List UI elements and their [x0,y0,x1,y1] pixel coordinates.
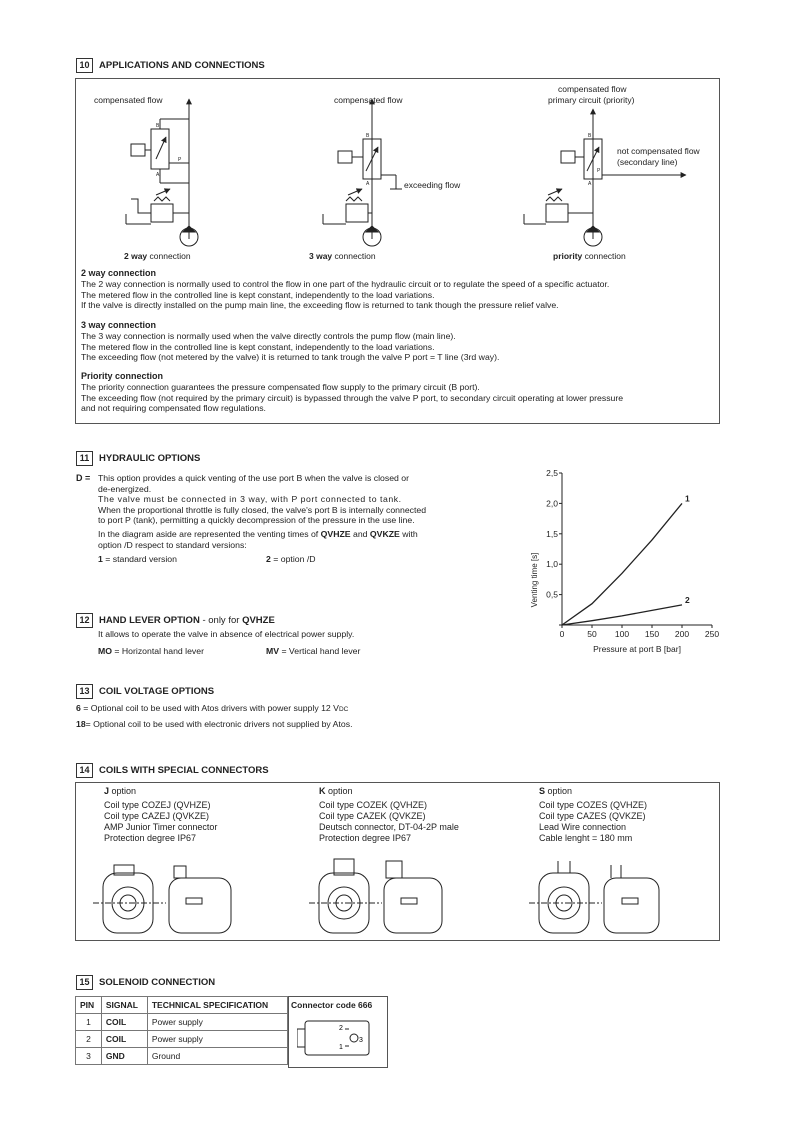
three-way-diagram [323,99,402,246]
j-option-block: J option Coil type COZEJ (QVHZE) Coil type CAZEJ (QVKZE) AMP Junior Timer connector Protection degree IP67 [104,786,218,843]
section-title: APPLICATIONS AND CONNECTIONS [99,59,265,71]
option-legend: 1 = standard version 2 = option /D [98,554,316,565]
chart-x-tick-label: 200 [674,629,690,639]
section-10-heading [76,58,265,73]
port-b-label: B [156,123,160,129]
table-row: 2 COIL Power supply [76,1031,288,1048]
priority-title: Priority connection [81,371,164,381]
text-line: de-energized. [98,483,152,494]
priority-line: The priority connection guarantees the pressure compensated flow supply to the primary circuit (B port). [81,381,480,392]
table-row: 3 GND Ground [76,1048,288,1065]
chart-y-tick-label: 1,0 [546,559,558,570]
applications-box [75,78,720,424]
chart-x-tick-label: 50 [587,629,597,639]
chart-y-tick-label: 2,5 [546,468,558,478]
svg-text:2: 2 [339,1025,343,1032]
chart-series-label-1: 1 [685,493,690,504]
two-way-text-block [81,268,717,311]
section-14-heading [76,763,269,778]
two-way-line: The 2 way connection is normally used to control the flow in one part of the hydraulic circuit or to regulate the speed of a specific actuator. [81,278,610,289]
section-11-heading [76,451,200,466]
connector-box [288,996,388,1068]
three-way-line: The 3 way connection is normally used when the valve directly controls the pump flow (main line). [81,330,456,341]
d3-top-label-1: compensated flow [558,84,627,94]
two-way-title: 2 way connection [81,268,157,278]
section-title: HAND LEVER OPTION [99,614,200,626]
section-number: 12 [76,613,93,628]
three-way-text-block [81,320,717,363]
two-way-caption: 2 way connection [124,251,191,261]
section-number: 13 [76,684,93,699]
d3-top-label-2: primary circuit (priority) [548,95,635,105]
port-a-label: A [588,181,592,187]
table-header-row [76,997,288,1014]
hand-lever-text: It allows to operate the valve in absence of electrical power supply. [98,629,355,639]
solenoid-connection-table [75,996,288,1065]
port-a-label: A [156,172,160,178]
coil-connectors-box [75,782,720,941]
chart-series-line-1 [562,503,682,625]
section-number: 11 [76,451,93,466]
three-way-line: The exceeding flow (not metered by the valve) it is returned to tank trough the valve P port = T line (3rd way). [81,352,500,363]
text-line: option /D respect to standard versions: [98,539,247,550]
svg-text:1: 1 [339,1044,343,1051]
three-way-line: The metered flow in the controlled line is kept constant, independently to the load variations. [81,341,435,352]
chart-y-axis-label: Venting time [s] [530,552,539,608]
column-header: SIGNAL [101,997,147,1014]
option-d-text [98,473,478,565]
port-a-label: A [366,181,370,187]
d2-top-label: compensated flow [334,95,403,105]
mv-option: MV = Vertical hand lever [266,646,361,656]
section-13-heading [76,684,214,699]
section-title: SOLENOID CONNECTION [99,976,216,988]
priority-diagram [524,109,686,246]
section-title: HYDRAULIC OPTIONS [99,452,201,464]
text-line: When the proportional throttle is fully closed, the valve's port B is internally connected [98,504,427,515]
section-number: 15 [76,975,93,990]
port-p-label: P [597,168,601,174]
port-b-label: B [366,133,370,139]
section-title: COIL VOLTAGE OPTIONS [99,685,215,697]
priority-line: and not requiring compensated flow regulations. [81,403,266,414]
chart-x-axis-label: Pressure at port B [bar] [593,644,681,654]
column-header: PIN [76,997,102,1014]
chart-y-tick-label: 0,5 [546,589,558,600]
diagram-note: In the diagram aside are represented the venting times of QVHZE and QVKZE with [98,529,418,540]
k-option-block: K option Coil type COZEK (QVHZE) Coil type CAZEK (QVKZE) Deutsch connector, DT-04-2P male Protection degree IP67 [319,786,459,843]
coil-drawings [76,853,719,939]
chart-series-line-2 [562,605,682,625]
chart-y-tick-label: 1,5 [546,528,558,539]
connector-drawing [297,1015,377,1063]
three-way-title: 3 way connection [81,320,157,330]
table-row: 1 COIL Power supply [76,1014,288,1031]
d2-exceed-label: exceeding flow [404,180,461,190]
s-option-block: S option Coil type COZES (QVHZE) Coil type CAZES (QVKZE) Lead Wire connection Cable lenght = 180 mm [539,786,648,843]
svg-text:3: 3 [359,1037,363,1044]
section-number: 14 [76,763,93,778]
port-b-label: B [588,133,592,139]
d1-top-label: compensated flow [94,95,163,105]
option-d-label: D = [76,473,91,483]
k-coil-drawing [309,859,442,933]
coil-option-18: 18= Optional coil to be used with electronic drivers not supplied by Atos. [76,719,353,729]
column-header: TECHNICAL SPECIFICATION [147,997,287,1014]
j-coil-drawing [93,865,231,933]
chart-x-tick-label: 0 [559,629,565,639]
port-p-label: P [178,157,182,163]
priority-text-block [81,371,717,414]
hydraulic-connection-diagrams [76,79,719,269]
d3-right-label-2: (secondary line) [617,157,678,167]
mo-option: MO = Horizontal hand lever [98,646,204,656]
chart-y-tick-label: 2,0 [546,498,558,509]
section-title: COILS WITH SPECIAL CONNECTORS [99,764,269,776]
chart-x-tick-label: 250 [704,629,720,639]
d3-right-label-1: not compensated flow [617,146,700,156]
connector-title: Connector code 666 [291,1000,373,1010]
two-way-line: If the valve is directly installed on the pump main line, the exceeding flow is returned to tank though the pressure relief valve. [81,300,559,311]
section-number: 10 [76,58,93,73]
chart-x-tick-label: 100 [614,629,630,639]
chart-series-label-2: 2 [685,594,690,605]
s-coil-drawing [529,861,659,933]
two-way-line: The metered flow in the controlled line is kept constant, independently to the load variations. [81,289,435,300]
three-way-caption: 3 way connection [309,251,376,261]
coil-option-6: 6 = Optional coil to be used with Atos drivers with power supply 12 VDC [76,703,349,713]
chart-x-tick-label: 150 [644,629,660,639]
two-way-diagram [126,99,198,246]
text-line: to port P (tank), permitting a quickly decompression of the pressure in the use line. [98,515,415,526]
text-line: The valve must be connected in 3 way, with P port connected to tank. [98,494,402,505]
text-line: This option provides a quick venting of the use port B when the valve is closed or [98,473,409,483]
priority-line: The exceeding flow (not required by the primary circuit) is bypassed through the valve P port, to secondary circuit operating at lower pressure [81,392,624,403]
venting-time-chart [520,462,730,660]
section-15-heading [76,975,215,990]
section-12-heading: 12 HAND LEVER OPTION - only for QVHZE [76,613,275,628]
priority-caption: priority connection [553,251,626,261]
